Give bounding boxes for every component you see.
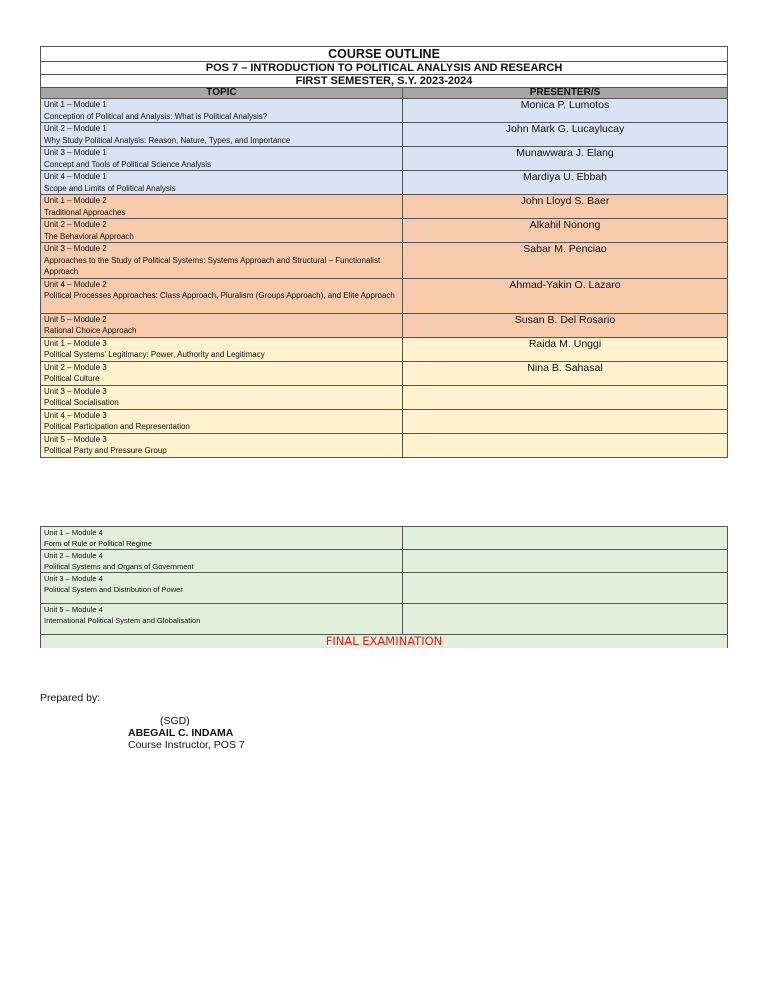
topic-title: Why Study Political Analysis: Reason, Nature, Types, and Importance	[44, 135, 291, 145]
presenter-cell: Ahmad-Yakin O. Lazaro	[403, 278, 728, 313]
module-4-table	[40, 526, 728, 648]
topic-title: Political Party and Pressure Group	[44, 446, 167, 455]
table-row	[41, 123, 728, 147]
presenter-cell	[403, 550, 728, 573]
presenter-cell	[403, 409, 728, 433]
topic-cell	[41, 195, 403, 219]
unit-label: Unit 4 – Module 2	[44, 279, 107, 289]
course-title: POS 7 – INTRODUCTION TO POLITICAL ANALYSIS AND RESEARCH	[41, 62, 728, 75]
presenter-cell	[403, 385, 728, 409]
presenter-cell: John Mark G. Lucaylucay	[403, 123, 728, 147]
presenter-cell	[403, 573, 728, 604]
unit-label: Unit 1 – Module 4	[44, 528, 103, 537]
topic-cell	[41, 171, 403, 195]
topic-title: Political Processes Approaches: Class Approach, Pluralism (Groups Approach), and Elite Approach	[44, 291, 395, 300]
presenter-cell: Alkahil Nonong	[403, 219, 728, 243]
topic-cell	[41, 278, 403, 313]
unit-label: Unit 1 – Module 2	[44, 196, 107, 205]
instructor-title: Course Instructor, POS 7	[128, 739, 245, 751]
topic-cell	[41, 313, 403, 337]
topic-title: Concept and Tools of Political Science Analysis	[44, 159, 212, 169]
table-row	[41, 573, 728, 604]
presenter-cell	[403, 433, 728, 457]
topic-title: Approaches to the Study of Political Systems: Systems Approach and Structural – Functionalist Approach	[44, 255, 381, 276]
topic-cell	[41, 433, 403, 457]
unit-label: Unit 3 – Module 2	[44, 244, 107, 253]
topic-cell	[41, 123, 403, 147]
course-outline-table	[40, 46, 728, 458]
topic-cell	[41, 604, 403, 635]
table-row	[41, 385, 728, 409]
unit-label: Unit 5 – Module 3	[44, 434, 107, 444]
topic-title: Political System and Distribution of Power	[44, 585, 183, 594]
unit-label: Unit 5 – Module 2	[44, 314, 107, 324]
table-row	[41, 337, 728, 361]
presenter-cell: Munawwara J. Elang	[403, 147, 728, 171]
presenter-cell: John Lloyd S. Baer	[403, 195, 728, 219]
topic-title: The Behavioral Approach	[44, 231, 134, 241]
final-examination-label: FINAL EXAMINATION	[41, 635, 728, 649]
table-row	[41, 409, 728, 433]
table-row	[41, 278, 728, 313]
presenter-cell: Monica P. Lumotos	[403, 99, 728, 123]
topic-title: Conception of Political and Analysis: What is Political Analysis?	[44, 111, 268, 121]
topic-title: Political Participation and Representation	[44, 422, 190, 431]
presenter-cell: Nina B. Sahasal	[403, 361, 728, 385]
topic-title: Political Culture	[44, 374, 100, 383]
table-row	[41, 433, 728, 457]
unit-label: Unit 1 – Module 1	[44, 100, 107, 109]
topic-cell	[41, 409, 403, 433]
topic-cell	[41, 243, 403, 279]
topic-title: Political Socialisation	[44, 398, 119, 407]
instructor-name: ABEGAIL C. INDAMA	[128, 727, 234, 739]
unit-label: Unit 4 – Module 1	[44, 172, 107, 181]
table-row	[41, 550, 728, 573]
presenter-cell: Mardiya U. Ebbah	[403, 171, 728, 195]
unit-label: Unit 1 – Module 3	[44, 338, 107, 348]
presenter-cell	[403, 604, 728, 635]
topic-column-header: TOPIC	[41, 88, 403, 99]
unit-label: Unit 2 – Module 1	[44, 124, 107, 133]
topic-title: Rational Choice Approach	[44, 326, 137, 335]
topic-cell	[41, 337, 403, 361]
presenter-cell: Susan B. Del Rosario	[403, 313, 728, 337]
table-row	[41, 604, 728, 635]
unit-label: Unit 5 – Module 4	[44, 605, 103, 614]
table-row	[41, 219, 728, 243]
table-row	[41, 195, 728, 219]
topic-cell	[41, 385, 403, 409]
unit-label: Unit 2 – Module 3	[44, 362, 107, 372]
topic-title: Traditional Approaches	[44, 207, 126, 217]
table-row	[41, 361, 728, 385]
topic-title: Form of Rule or Political Regime	[44, 539, 152, 548]
topic-title: Political Systems' Legitimacy: Power, Authority and Legitimacy	[44, 350, 265, 359]
unit-label: Unit 2 – Module 4	[44, 551, 103, 560]
unit-label: Unit 3 – Module 1	[44, 148, 107, 157]
topic-cell	[41, 527, 403, 550]
signature-mark: (SGD)	[160, 715, 190, 727]
unit-label: Unit 4 – Module 3	[44, 410, 107, 420]
topic-cell	[41, 361, 403, 385]
topic-cell	[41, 550, 403, 573]
topic-title: Political Systems and Organs of Government	[44, 562, 194, 571]
document-title: COURSE OUTLINE	[41, 47, 728, 62]
presenter-cell	[403, 527, 728, 550]
unit-label: Unit 3 – Module 3	[44, 386, 107, 396]
table-row	[41, 243, 728, 279]
unit-label: Unit 2 – Module 2	[44, 220, 107, 229]
presenter-cell: Raida M. Unggi	[403, 337, 728, 361]
table-row	[41, 99, 728, 123]
table-row	[41, 313, 728, 337]
presenter-cell: Sabar M. Penciao	[403, 243, 728, 279]
table-row	[41, 171, 728, 195]
topic-title: Scope and Limits of Political Analysis	[44, 183, 176, 193]
topic-cell	[41, 99, 403, 123]
topic-cell	[41, 147, 403, 171]
table-row	[41, 527, 728, 550]
topic-title: International Political System and Globalisation	[44, 616, 201, 625]
prepared-by-label: Prepared by:	[40, 692, 101, 704]
unit-label: Unit 3 – Module 4	[44, 574, 103, 583]
topic-cell	[41, 219, 403, 243]
table-row	[41, 147, 728, 171]
topic-cell	[41, 573, 403, 604]
semester-label: FIRST SEMESTER, S.Y. 2023-2024	[41, 75, 728, 88]
presenter-column-header: PRESENTER/S	[403, 88, 728, 99]
